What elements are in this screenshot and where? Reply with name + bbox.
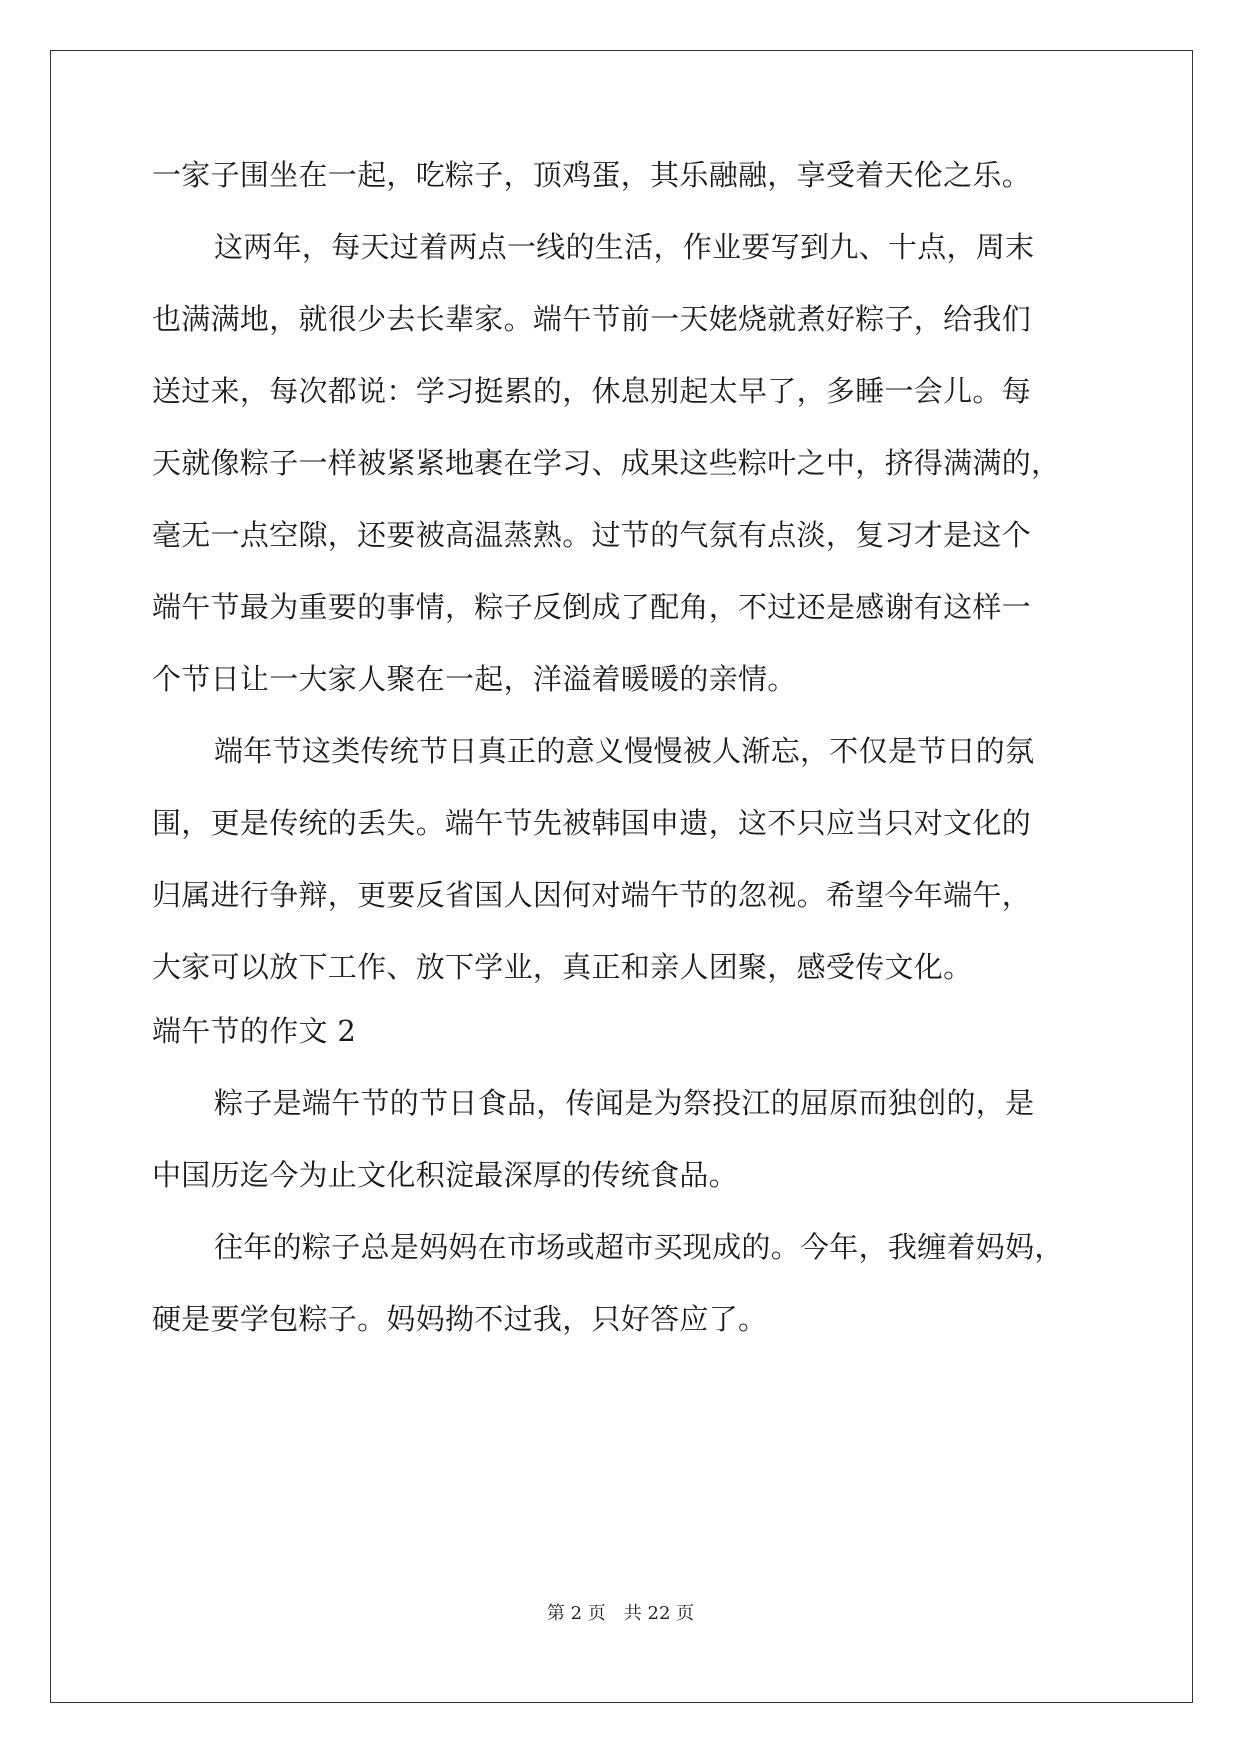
text-line: 围，更是传统的丢失。端午节先被韩国申遗，这不只应当只对文化的: [152, 806, 1032, 840]
text-line: 也满满地，就很少去长辈家。端午节前一天姥烧就煮好粽子，给我们: [152, 302, 1032, 336]
page-footer: [0, 1602, 1241, 1626]
text-line: 归属进行争辩，更要反省国人因何对端午节的忽视。希望今年端午，: [152, 878, 1032, 912]
page-number: 第 2 页: [546, 1603, 606, 1624]
text-line: 往年的粽子总是妈妈在市场或超市买现成的。今年，我缠着妈妈，: [214, 1230, 1064, 1264]
section-heading: 端午节的作文 2: [152, 1014, 357, 1048]
text-line: 大家可以放下工作、放下学业，真正和亲人团聚，感受传文化。: [152, 950, 973, 984]
text-line: 一家子围坐在一起，吃粽子，顶鸡蛋，其乐融融，享受着天伦之乐。: [152, 158, 1032, 192]
text-line: 端午节最为重要的事情，粽子反倒成了配角，不过还是感谢有这样一: [152, 590, 1032, 624]
text-line: 送过来，每次都说：学习挺累的，休息别起太早了，多睡一会儿。每: [152, 374, 1032, 408]
text-line: 硬是要学包粽子。妈妈拗不过我，只好答应了。: [152, 1302, 768, 1336]
text-line: 这两年，每天过着两点一线的生活，作业要写到九、十点，周末: [214, 230, 1035, 264]
text-line: 中国历迄今为止文化积淀最深厚的传统食品。: [152, 1158, 739, 1192]
text-line: 天就像粽子一样被紧紧地裹在学习、成果这些粽叶之中，挤得满满的，: [152, 446, 1061, 480]
text-line: 个节日让一大家人聚在一起，洋溢着暖暖的亲情。: [152, 662, 797, 696]
text-line: 端年节这类传统节日真正的意义慢慢被人渐忘，不仅是节日的氛: [214, 734, 1035, 768]
total-pages: 共 22 页: [623, 1603, 695, 1624]
text-line: 毫无一点空隙，还要被高温蒸熟。过节的气氛有点淡，复习才是这个: [152, 518, 1032, 552]
text-line: 粽子是端午节的节日食品，传闻是为祭投江的屈原而独创的，是: [214, 1086, 1035, 1120]
